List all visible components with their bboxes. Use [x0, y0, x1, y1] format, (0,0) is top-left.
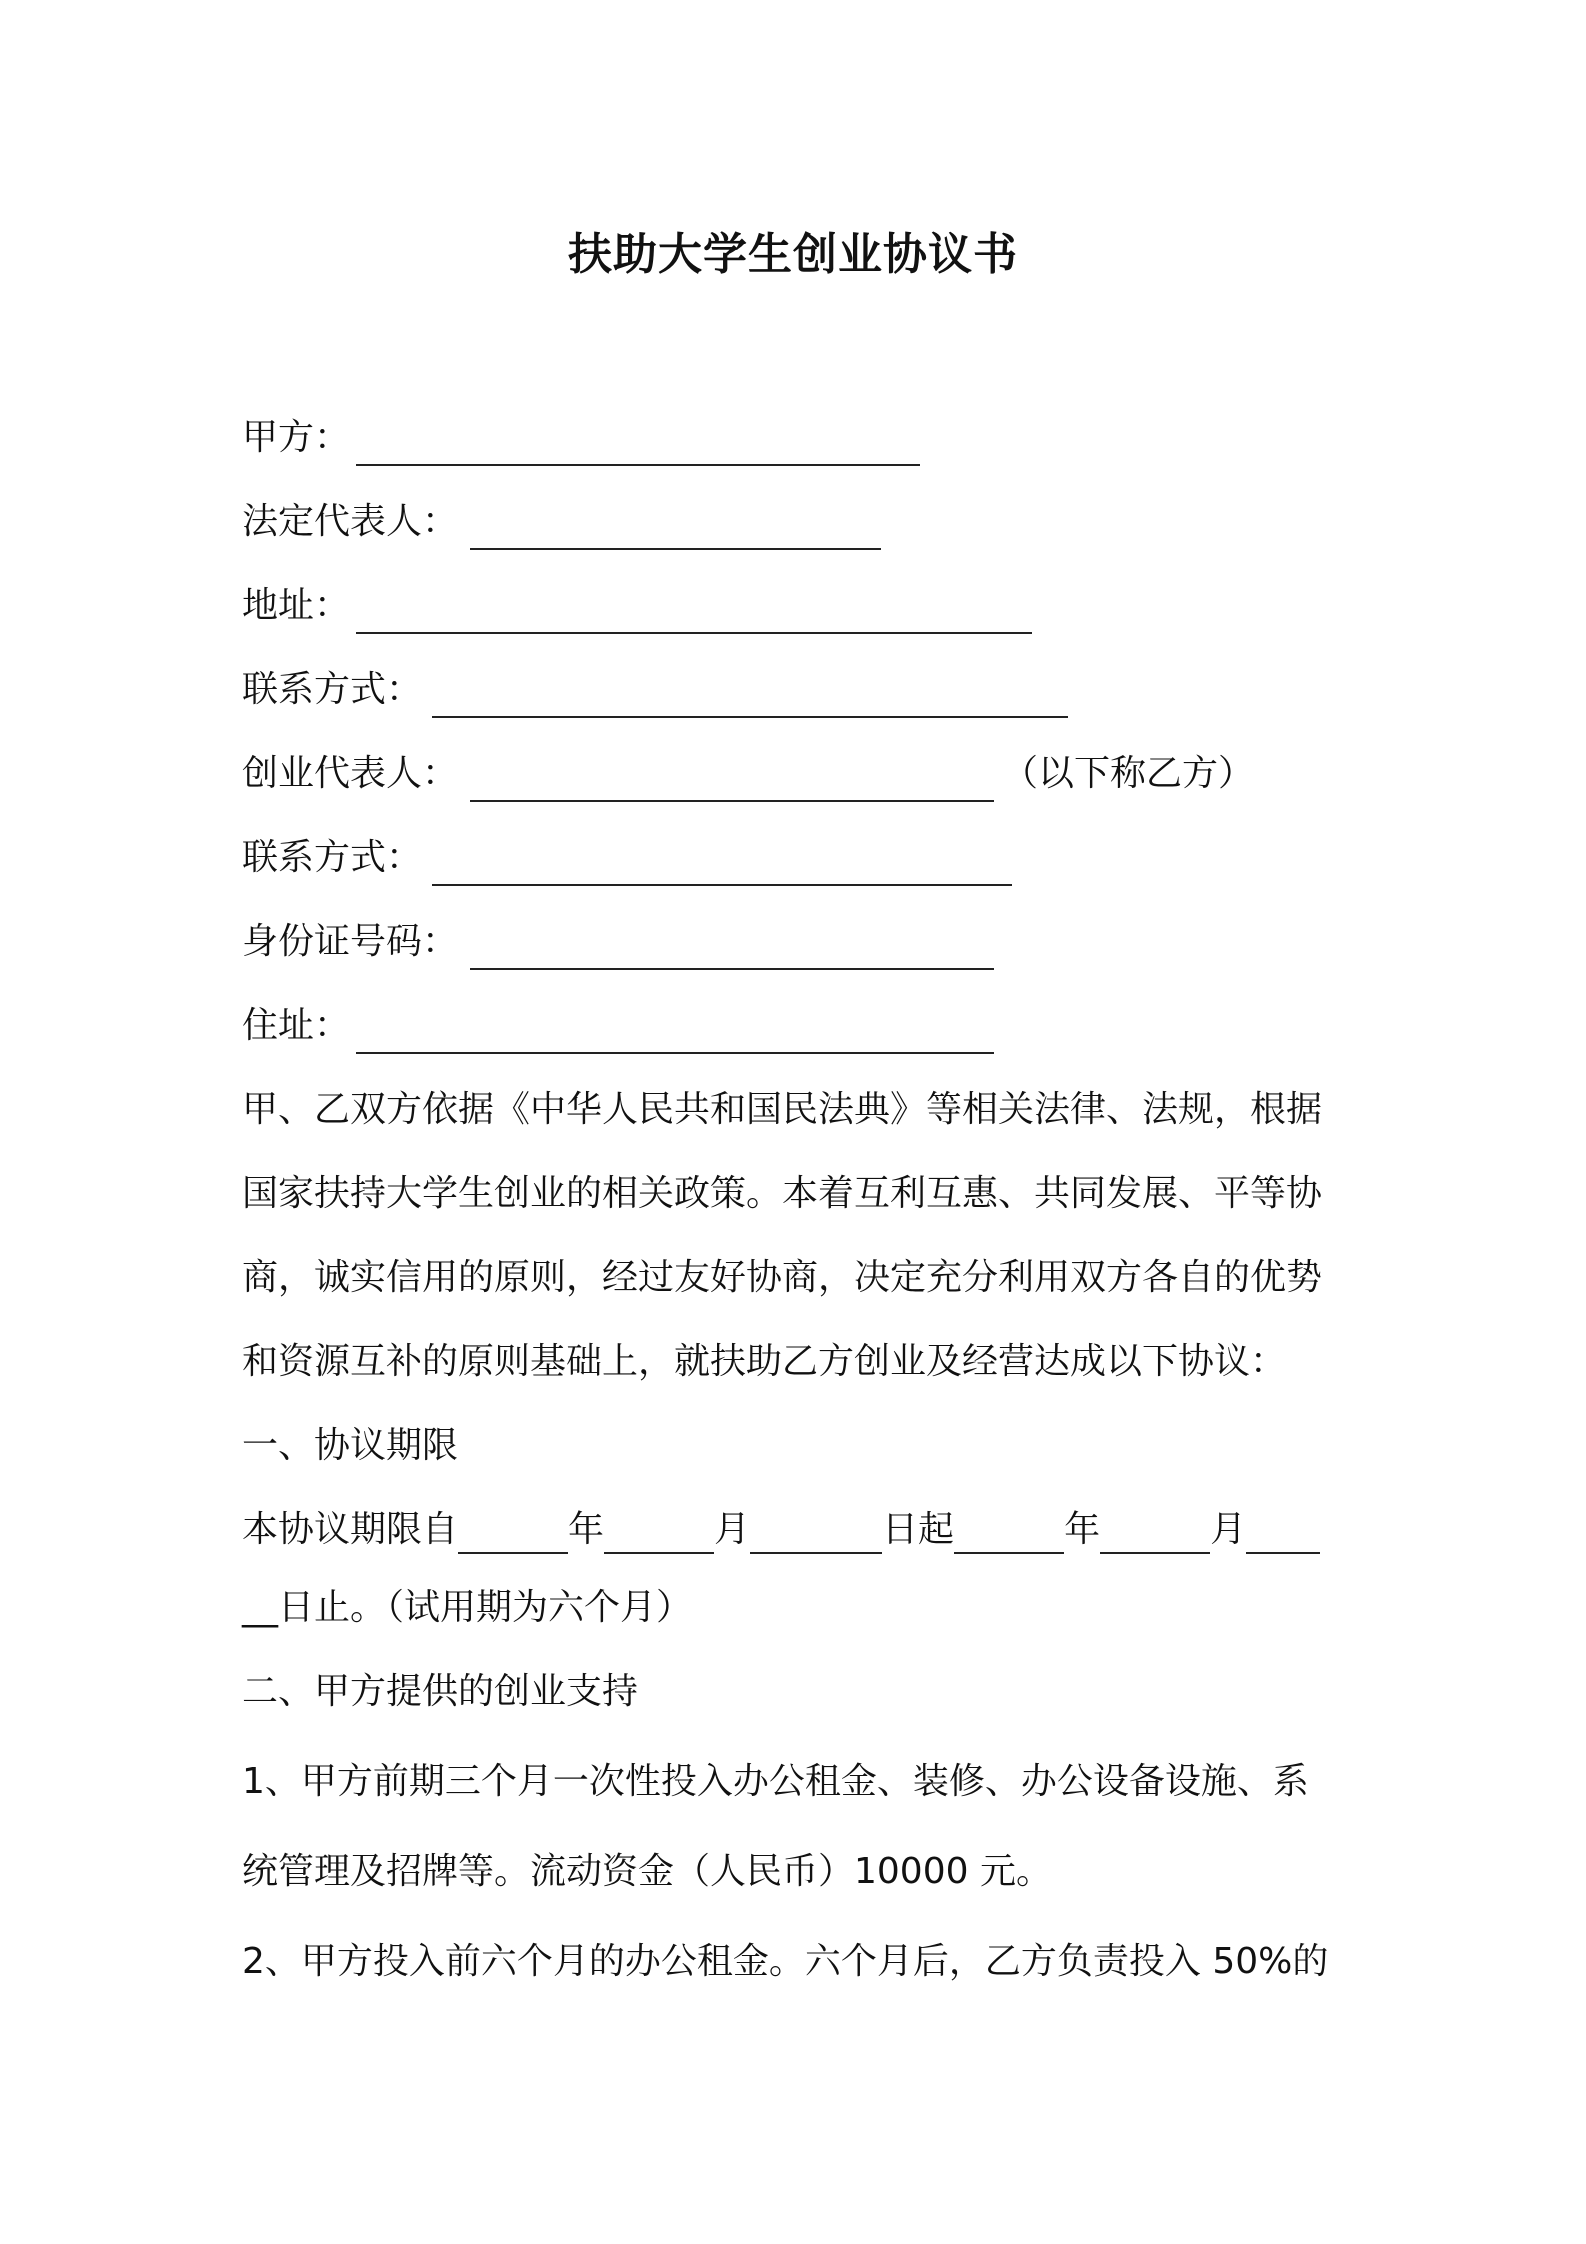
section-1-heading: 一、协议期限	[242, 1425, 459, 1466]
intro-line-1: 甲、乙双方依据《中华人民共和国民法典》等相关法律、法规，根据	[242, 1089, 1323, 1130]
term-end-month-blank[interactable]	[1100, 1512, 1210, 1554]
term-day-from-label: 日起	[882, 1509, 955, 1550]
term-end-day-blank[interactable]	[1246, 1512, 1320, 1554]
item-1-line-1: 1、甲方前期三个月一次性投入办公租金、装修、办公设备设施、系	[242, 1761, 1309, 1802]
field-blank-startup-rep[interactable]	[470, 800, 994, 802]
field-label-contact-a: 联系方式：	[242, 669, 423, 710]
term-start-year-blank[interactable]	[458, 1512, 568, 1554]
item-1-line-2: 统管理及招牌等。流动资金（人民币）10000 元。	[242, 1851, 1052, 1892]
term-line	[242, 1506, 1320, 1554]
term-year-label: 年	[568, 1509, 605, 1550]
term-start-month-blank[interactable]	[604, 1512, 714, 1554]
intro-line-3: 商，诚实信用的原则，经过友好协商，决定充分利用双方各自的优势	[242, 1257, 1323, 1298]
field-blank-contact-a[interactable]	[432, 716, 1068, 718]
term-month-label: 月	[714, 1509, 751, 1550]
term-start-day-blank[interactable]	[750, 1512, 882, 1554]
item-2-line-1: 2、甲方投入前六个月的办公租金。六个月后，乙方负责投入 50%的	[242, 1941, 1329, 1982]
field-blank-address[interactable]	[356, 632, 1032, 634]
intro-line-4: 和资源互补的原则基础上，就扶助乙方创业及经营达成以下协议：	[242, 1341, 1287, 1382]
field-label-contact-b: 联系方式：	[242, 837, 423, 878]
term-end-year-blank[interactable]	[954, 1512, 1064, 1554]
field-blank-legal-rep[interactable]	[470, 548, 881, 550]
section-2-heading: 二、甲方提供的创业支持	[242, 1671, 639, 1712]
document-title: 扶助大学生创业协议书	[568, 229, 1018, 280]
field-label-legal-rep: 法定代表人：	[242, 501, 459, 542]
field-label-party-a: 甲方：	[242, 417, 351, 458]
term-prefix: 本协议期限自	[242, 1509, 459, 1550]
startup-rep-suffix: （以下称乙方）	[1002, 753, 1255, 794]
field-blank-party-a[interactable]	[356, 464, 920, 466]
field-label-id-number: 身份证号码：	[242, 921, 459, 962]
intro-line-2: 国家扶持大学生创业的相关政策。本着互利互惠、共同发展、平等协	[242, 1173, 1323, 1214]
term-year2-label: 年	[1064, 1509, 1101, 1550]
field-blank-contact-b[interactable]	[432, 884, 1012, 886]
field-blank-id-number[interactable]	[470, 968, 994, 970]
field-label-address: 地址：	[242, 585, 351, 626]
field-label-residence: 住址：	[242, 1005, 351, 1046]
field-blank-residence[interactable]	[356, 1052, 994, 1054]
term-month2-label: 月	[1210, 1509, 1247, 1550]
term-line-2: __日止。（试用期为六个月）	[242, 1587, 693, 1628]
field-label-startup-rep: 创业代表人：	[242, 753, 459, 794]
